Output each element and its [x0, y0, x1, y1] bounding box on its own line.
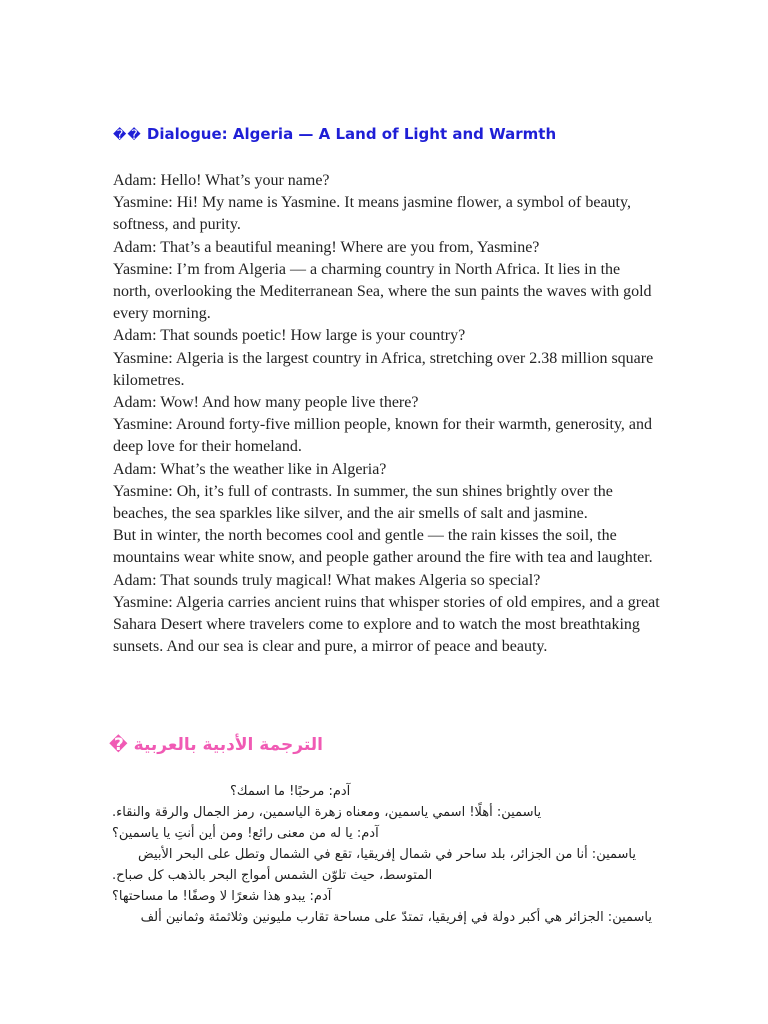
arabic-title-emoji-icon: � [108, 735, 128, 755]
dialogue-arabic [112, 781, 652, 928]
dialogue-line: Yasmine: Algeria is the largest country in Africa, stretching over 2.38 million square kilometres. [113, 349, 654, 389]
dialogue-line: Adam: What’s the weather like in Algeria? [113, 460, 387, 478]
arabic-title-text: الترجمة الأدبية بالعربية [133, 735, 323, 755]
arabic-line: ياسمين: أهلًا! اسمي ياسمين، ومعناه زهرة الياسمين، رمز الجمال والرقة والنقاء. [112, 805, 542, 820]
dialogue-line: Adam: That sounds poetic! How large is your country? [113, 327, 466, 345]
arabic-line: آدم: يا له من معنى رائع! ومن أين أنتِ يا ياسمين؟ [112, 826, 379, 841]
arabic-line: آدم: مرحبًا! ما اسمك؟ [230, 784, 351, 799]
title-text: Dialogue: Algeria — A Land of Light and Warmth [146, 125, 557, 143]
title-emoji-icon: �� [113, 128, 142, 143]
arabic-section-title [108, 735, 323, 755]
dialogue-line: Yasmine: Oh, it’s full of contrasts. In summer, the sun shines brightly over the beaches, the sea sparkles like silver, and the air smells of salt and jasmine. [113, 482, 613, 523]
dialogue-line: Yasmine: Around forty-five million people, known for their warmth, generosity, and deep love for their homeland. [113, 416, 653, 456]
dialogue-line: Yasmine: Hi! My name is Yasmine. It means jasmine flower, a symbol of beauty, softness, and purity. [113, 194, 631, 234]
dialogue-line: Adam: That sounds truly magical! What makes Algeria so special? [113, 571, 541, 589]
dialogue-line: Yasmine: Algeria carries ancient ruins that whisper stories of old empires, and a great Sahara Desert where travelers come to explore and to watch the most breathtaking sunsets. And our sea is clear and pure, a mirror of peace and beauty. [113, 593, 660, 656]
dialogue-line: Adam: That’s a beautiful meaning! Where are you from, Yasmine? [113, 238, 540, 256]
dialogue-line: Adam: Wow! And how many people live there? [113, 394, 419, 412]
document-title [113, 125, 556, 143]
arabic-line: آدم: يبدو هذا شعرًا لا وصفًا! ما مساحتها؟ [112, 889, 332, 904]
arabic-line: ياسمين: الجزائر هي أكبر دولة في إفريقيا، تمتدّ على مساحة تقارب مليونين وثلاثمئة وثمانين ألف [140, 910, 652, 925]
dialogue-english [113, 170, 661, 658]
dialogue-line: Yasmine: I’m from Algeria — a charming country in North Africa. It lies in the north, overlooking the Mediterranean Sea, where the sun paints the waves with gold every morning. [113, 260, 652, 323]
arabic-line: ياسمين: أنا من الجزائر، بلد ساحر في شمال إفريقيا، تقع في الشمال وتطل على البحر الأبيض [137, 847, 636, 862]
arabic-line: المتوسط، حيث تلوّن الشمس أمواج البحر بالذهب كل صباح. [112, 868, 433, 883]
dialogue-line: Adam: Hello! What’s your name? [113, 172, 330, 189]
dialogue-line: But in winter, the north becomes cool and gentle — the rain kisses the soil, the mountains wear white snow, and people gather around the fire with tea and laughter. [113, 527, 653, 567]
